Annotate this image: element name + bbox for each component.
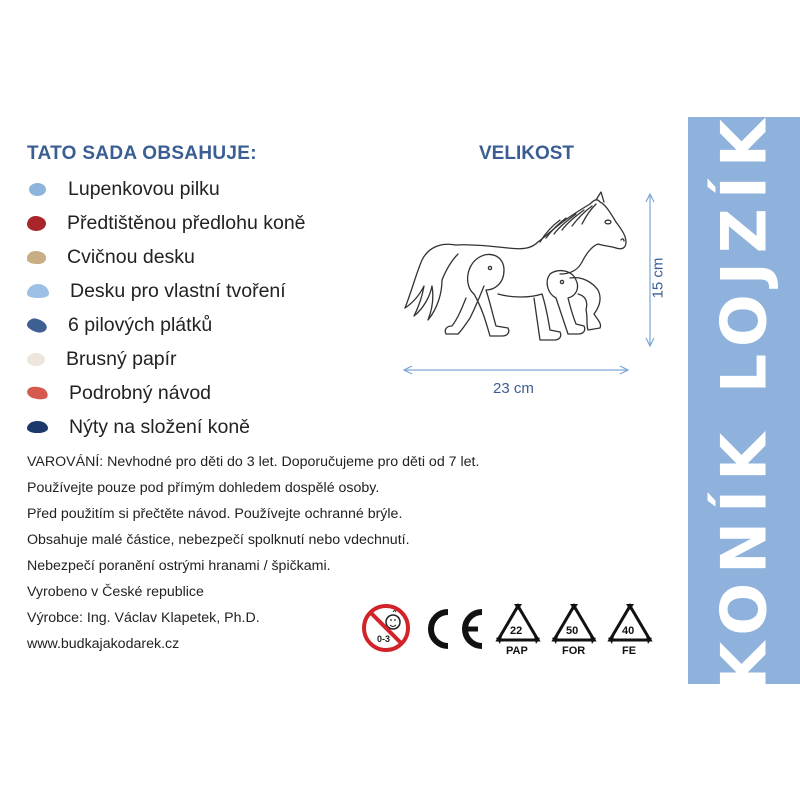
recycling-number: 22	[510, 625, 523, 637]
age-warning-label: 0-3	[377, 634, 391, 644]
contents-heading: TATO SADA OBSAHUJE:	[27, 143, 257, 164]
recycling-pap-icon	[490, 600, 546, 658]
width-dimension-line	[400, 360, 632, 380]
warning-line: Před použitím si přečtěte návod. Používejte ochranné brýle.	[27, 506, 403, 522]
list-item-label: Lupenkovou pilku	[68, 177, 220, 200]
website-line: www.budkajakodarek.cz	[27, 636, 180, 652]
recycling-number: 40	[622, 625, 635, 637]
list-item	[27, 240, 306, 274]
list-item-label: Cvičnou desku	[67, 245, 195, 268]
list-item-label: Podrobný návod	[69, 381, 212, 404]
list-item-label: Brusný papír	[66, 347, 177, 370]
list-item	[27, 172, 306, 206]
recycling-code: PAP	[506, 645, 528, 657]
list-item	[27, 376, 306, 410]
list-item	[27, 410, 306, 444]
list-item	[27, 206, 306, 240]
certification-marks	[360, 600, 658, 658]
blob-icon	[27, 216, 46, 231]
warning-line: Nebezpečí poranění ostrými hranami / špičkami.	[27, 558, 331, 574]
list-item-label: Desku pro vlastní tvoření	[70, 279, 286, 302]
age-0-3-prohibited-icon	[360, 600, 414, 654]
horse-outline-illustration	[400, 190, 632, 350]
recycling-number: 50	[566, 625, 579, 637]
blob-icon	[27, 421, 48, 433]
list-item-label: Předtištěnou předlohu koně	[67, 211, 306, 234]
blob-icon	[27, 284, 49, 298]
blob-icon	[26, 316, 49, 334]
warning-line: Obsahuje malé částice, nebezpečí spolknutí nebo vdechnutí.	[27, 532, 410, 548]
recycling-fe-icon	[602, 600, 658, 658]
list-item	[27, 342, 306, 376]
product-title: KONÍK LOJZÍK	[707, 110, 781, 690]
list-item	[27, 308, 306, 342]
made-in-line: Vyrobeno v České republice	[27, 584, 204, 600]
list-item-label: Nýty na složení koně	[69, 415, 251, 438]
recycling-code: FE	[622, 645, 637, 657]
width-label: 23 cm	[493, 380, 534, 397]
ce-mark-icon	[414, 600, 490, 654]
height-label: 15 cm	[649, 257, 667, 299]
recycling-for-icon	[546, 600, 602, 658]
blob-icon	[29, 183, 46, 196]
contents-list	[27, 172, 306, 444]
manufacturer-line: Výrobce: Ing. Václav Klapetek, Ph.D.	[27, 610, 260, 626]
size-heading: VELIKOST	[479, 143, 575, 164]
blob-icon	[26, 385, 49, 401]
blob-icon	[27, 353, 45, 366]
warning-line: VAROVÁNÍ: Nevhodné pro děti do 3 let. Doporučujeme pro děti od 7 let.	[27, 454, 480, 470]
list-item	[27, 274, 306, 308]
blob-icon	[27, 251, 46, 264]
warning-line: Používejte pouze pod přímým dohledem dospělé osoby.	[27, 480, 380, 496]
list-item-label: 6 pilových plátků	[68, 313, 213, 336]
recycling-code: FOR	[562, 645, 586, 657]
